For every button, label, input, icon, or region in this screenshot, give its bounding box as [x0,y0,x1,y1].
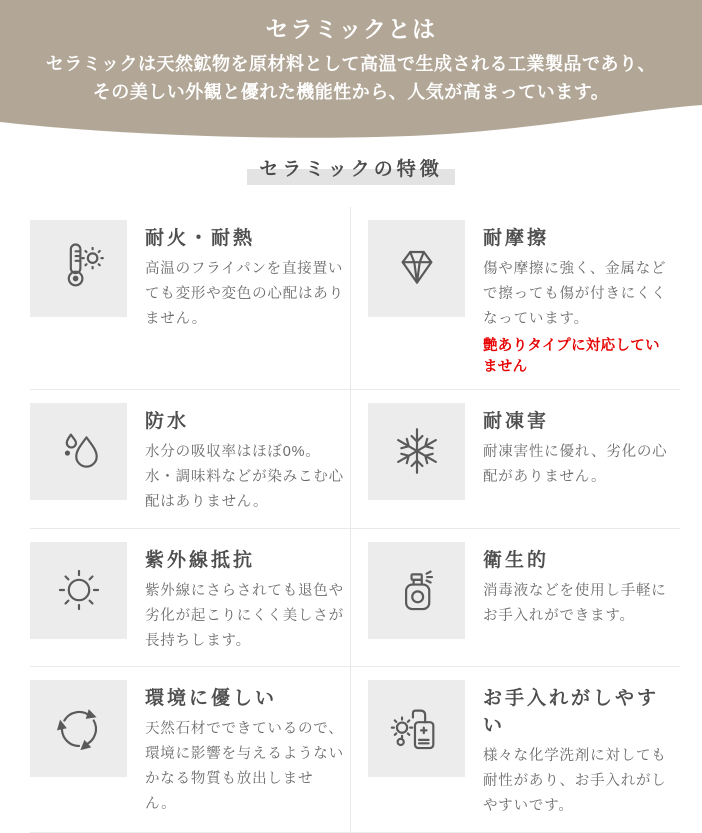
feature-title: お手入れがしやすい [483,688,660,737]
diamond-icon [368,220,465,317]
section-heading [0,152,702,185]
feature-title: 衛生的 [483,549,550,571]
feature-card-frost-resistance [351,390,680,529]
feature-description: 消毒液などを使用し手軽にお手入れができます。 [483,582,667,624]
feature-title: 耐火・耐熱 [145,228,256,249]
features-grid [30,207,680,833]
feature-card-heat-resistance [30,207,351,390]
feature-description: 傷や摩擦に強く、金属などで擦っても傷が付きにくくなっています。 [483,261,667,327]
feature-description: 紫外線にさらされても退色や劣化が起こりにくく美しさが長持ちします。 [145,582,344,649]
section-heading-text: セラミックの特徴 [247,152,455,185]
spray-bottle-icon [368,542,465,639]
feature-card-waterproof [30,390,351,529]
feature-card-abrasion-resistance [351,207,680,390]
feature-card-easy-care [351,667,680,833]
snowflake-icon [368,403,465,500]
thermometer-sun-icon [30,220,127,317]
feature-card-uv-resistance [30,529,351,668]
pump-bottle-gear-icon [368,680,465,777]
sun-icon [30,542,127,639]
feature-title: 紫外線抵抗 [145,549,256,571]
hero-curve-shape [0,104,702,140]
hero-description-line1: セラミックは天然鉱物を原材料として高温で生成される工業製品であり、 [45,54,657,74]
feature-card-hygienic [351,529,680,668]
hero-description [0,50,702,106]
hero-description-line2: その美しい外観と優れた機能性から、人気が高まっています。 [92,82,610,102]
recycle-icon [30,680,127,777]
feature-card-eco-friendly [30,667,351,833]
water-drops-icon [30,403,127,500]
feature-description: 高温のフライパンを直接置いても変形や変色の心配はありません。 [145,261,344,327]
feature-description: 天然石材でできているので、環境に影響を与えるようないかなる物質も放出しません。 [145,721,344,813]
feature-title: 耐凍害 [483,410,550,432]
hero-header [0,0,702,104]
feature-title: 環境に優しい [145,688,278,710]
feature-title: 防水 [145,410,190,432]
feature-warning-note: 艶ありタイプに対応していません [483,337,660,375]
feature-description: 耐凍害性に優れ、劣化の心配がありません。 [483,443,668,485]
feature-description: 水分の吸収率はほぼ0%。水・調味料などが染みこむ心配はありません。 [145,443,344,510]
feature-description: 様々な化学洗剤に対しても耐性があり、お手入れがしやすいです。 [483,748,667,815]
feature-title: 耐摩擦 [483,228,550,249]
hero-title: セラミックとは [265,16,437,42]
